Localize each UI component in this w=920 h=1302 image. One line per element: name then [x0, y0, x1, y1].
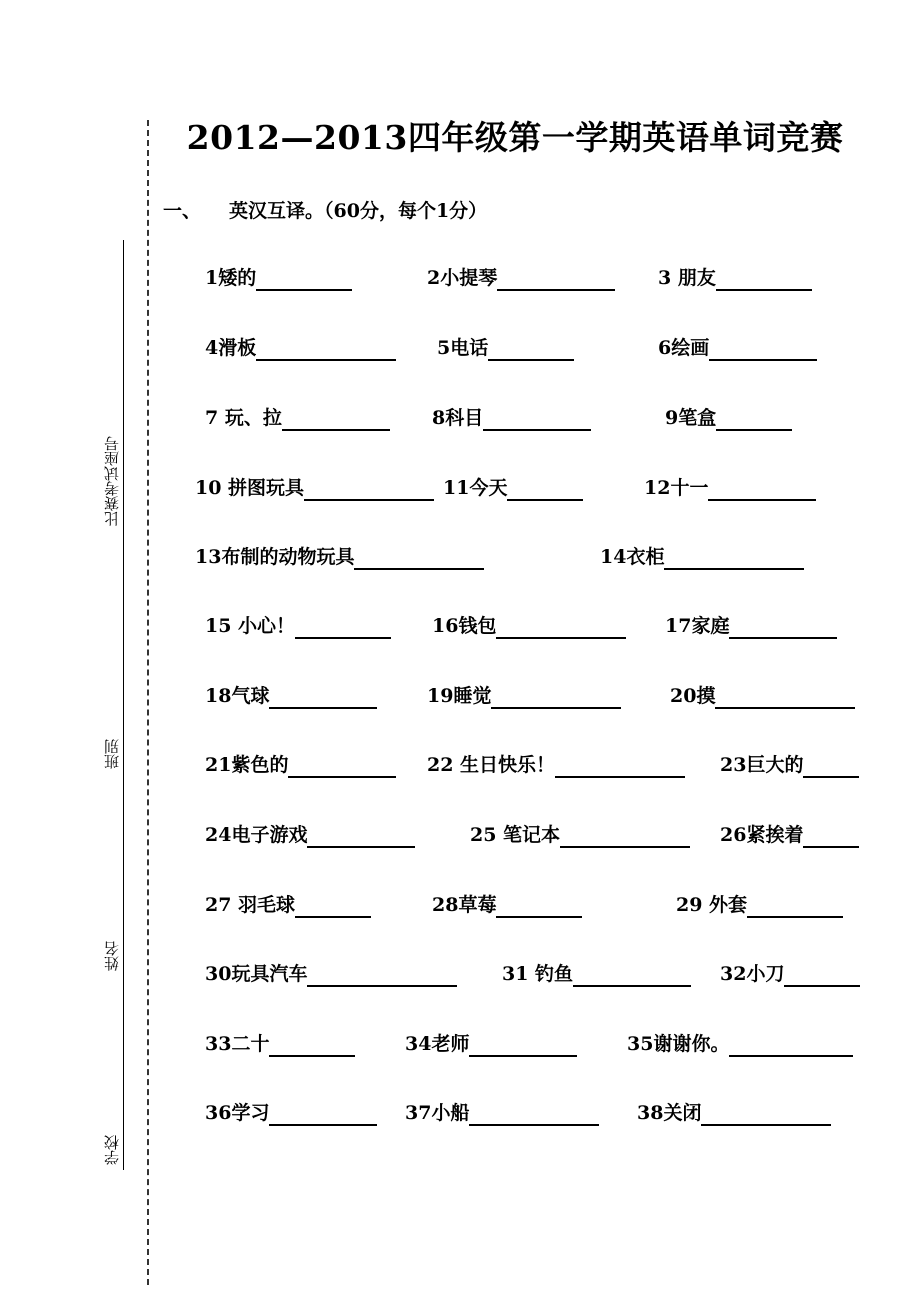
- item-label: 18气球: [205, 685, 270, 707]
- side-label-class: 班别: [103, 739, 121, 769]
- answer-blank[interactable]: [701, 1104, 831, 1126]
- item-label: 22 生日快乐！: [427, 754, 556, 776]
- section-number: 一、: [163, 200, 202, 222]
- item-label: 7 玩、拉: [205, 407, 282, 429]
- item-30: [205, 960, 457, 986]
- answer-blank[interactable]: [716, 409, 792, 431]
- item-label: 16钱包: [432, 615, 497, 637]
- section-heading: [163, 196, 487, 223]
- binding-dashed-line: [147, 120, 149, 1285]
- answer-blank[interactable]: [488, 339, 574, 361]
- item-label: 8科目: [432, 407, 484, 429]
- answer-blank[interactable]: [269, 1035, 355, 1057]
- item-19: [427, 682, 621, 708]
- item-4: [205, 334, 396, 360]
- answer-blank[interactable]: [664, 548, 804, 570]
- item-37: [405, 1099, 599, 1125]
- answer-blank[interactable]: [469, 1035, 577, 1057]
- answer-blank[interactable]: [729, 617, 837, 639]
- answer-blank[interactable]: [716, 269, 812, 291]
- item-23: [720, 751, 859, 777]
- item-label: 10 拼图玩具: [195, 477, 305, 499]
- item-label: 11今天: [443, 477, 508, 499]
- item-label: 20摸: [670, 685, 716, 707]
- page-title: 2012—2013四年级第一学期英语单词竞赛: [186, 118, 844, 157]
- answer-blank[interactable]: [354, 548, 484, 570]
- item-6: [658, 334, 817, 360]
- item-16: [432, 612, 626, 638]
- answer-blank[interactable]: [497, 269, 615, 291]
- answer-blank[interactable]: [288, 756, 396, 778]
- item-label: 32小刀: [720, 963, 785, 985]
- item-label: 9笔盒: [665, 407, 717, 429]
- section-instructions: 英汉互译。（60分，每个1分）: [229, 200, 488, 222]
- answer-blank[interactable]: [295, 896, 371, 918]
- item-32: [720, 960, 860, 986]
- item-22: [427, 751, 685, 777]
- item-label: 14衣柜: [600, 546, 665, 568]
- item-label: 1矮的: [205, 267, 257, 289]
- item-label: 38关闭: [637, 1102, 702, 1124]
- answer-blank[interactable]: [784, 965, 860, 987]
- item-label: 13布制的动物玩具: [195, 546, 355, 568]
- item-label: 36学习: [205, 1102, 270, 1124]
- item-24: [205, 821, 415, 847]
- item-36: [205, 1099, 377, 1125]
- item-33: [205, 1030, 355, 1056]
- side-label-seat: 比赛考试座号: [103, 436, 121, 526]
- item-label: 5电话: [437, 337, 489, 359]
- item-label: 31 钓鱼: [502, 963, 574, 985]
- binding-solid-line: [123, 240, 124, 1170]
- item-12: [644, 474, 816, 500]
- item-label: 37小船: [405, 1102, 470, 1124]
- item-label: 33二十: [205, 1033, 270, 1055]
- item-15: [205, 612, 391, 638]
- side-label-school: 学校: [103, 1135, 121, 1165]
- item-label: 3 朋友: [658, 267, 716, 289]
- answer-blank[interactable]: [269, 1104, 377, 1126]
- item-label: 15 小心！: [205, 615, 296, 637]
- item-label: 26紧挨着: [720, 824, 804, 846]
- item-3: [658, 264, 812, 290]
- item-label: 27 羽毛球: [205, 894, 296, 916]
- answer-blank[interactable]: [573, 965, 691, 987]
- item-18: [205, 682, 377, 708]
- answer-blank[interactable]: [709, 339, 817, 361]
- answer-blank[interactable]: [307, 965, 457, 987]
- answer-blank[interactable]: [483, 409, 591, 431]
- item-8: [432, 404, 591, 430]
- answer-blank[interactable]: [496, 617, 626, 639]
- item-label: 35谢谢你。: [627, 1033, 730, 1055]
- item-14: [600, 543, 804, 569]
- answer-blank[interactable]: [803, 756, 859, 778]
- item-label: 30玩具汽车: [205, 963, 308, 985]
- item-1: [205, 264, 352, 290]
- item-label: 23巨大的: [720, 754, 804, 776]
- item-label: 2小提琴: [427, 267, 498, 289]
- item-29: [676, 891, 843, 917]
- item-label: 12十一: [644, 477, 709, 499]
- item-9: [665, 404, 792, 430]
- item-17: [665, 612, 837, 638]
- answer-blank[interactable]: [469, 1104, 599, 1126]
- answer-blank[interactable]: [560, 826, 690, 848]
- answer-blank[interactable]: [491, 687, 621, 709]
- item-11: [443, 474, 583, 500]
- item-label: 19睡觉: [427, 685, 492, 707]
- item-label: 21紫色的: [205, 754, 289, 776]
- item-label: 17家庭: [665, 615, 730, 637]
- item-label: 4滑板: [205, 337, 257, 359]
- item-38: [637, 1099, 831, 1125]
- item-35: [627, 1030, 853, 1056]
- answer-blank[interactable]: [295, 617, 391, 639]
- side-label-name: 姓名: [103, 941, 121, 971]
- item-26: [720, 821, 859, 847]
- answer-blank[interactable]: [282, 409, 390, 431]
- item-7: [205, 404, 390, 430]
- item-label: 29 外套: [676, 894, 748, 916]
- item-label: 24电子游戏: [205, 824, 308, 846]
- answer-blank[interactable]: [729, 1035, 853, 1057]
- item-31: [502, 960, 691, 986]
- item-5: [437, 334, 574, 360]
- item-34: [405, 1030, 577, 1056]
- answer-blank[interactable]: [256, 339, 396, 361]
- item-label: 25 笔记本: [470, 824, 561, 846]
- item-13: [195, 543, 484, 569]
- answer-blank[interactable]: [496, 896, 582, 918]
- answer-blank[interactable]: [307, 826, 415, 848]
- item-27: [205, 891, 371, 917]
- answer-blank[interactable]: [256, 269, 352, 291]
- item-label: 6绘画: [658, 337, 710, 359]
- item-28: [432, 891, 582, 917]
- answer-blank[interactable]: [708, 479, 816, 501]
- answer-blank[interactable]: [269, 687, 377, 709]
- answer-blank[interactable]: [747, 896, 843, 918]
- answer-blank[interactable]: [507, 479, 583, 501]
- item-2: [427, 264, 615, 290]
- item-label: 34老师: [405, 1033, 470, 1055]
- answer-blank[interactable]: [555, 756, 685, 778]
- answer-blank[interactable]: [803, 826, 859, 848]
- item-label: 28草莓: [432, 894, 497, 916]
- answer-blank[interactable]: [304, 479, 434, 501]
- item-21: [205, 751, 396, 777]
- item-25: [470, 821, 690, 847]
- item-10: [195, 474, 434, 500]
- item-20: [670, 682, 855, 708]
- answer-blank[interactable]: [715, 687, 855, 709]
